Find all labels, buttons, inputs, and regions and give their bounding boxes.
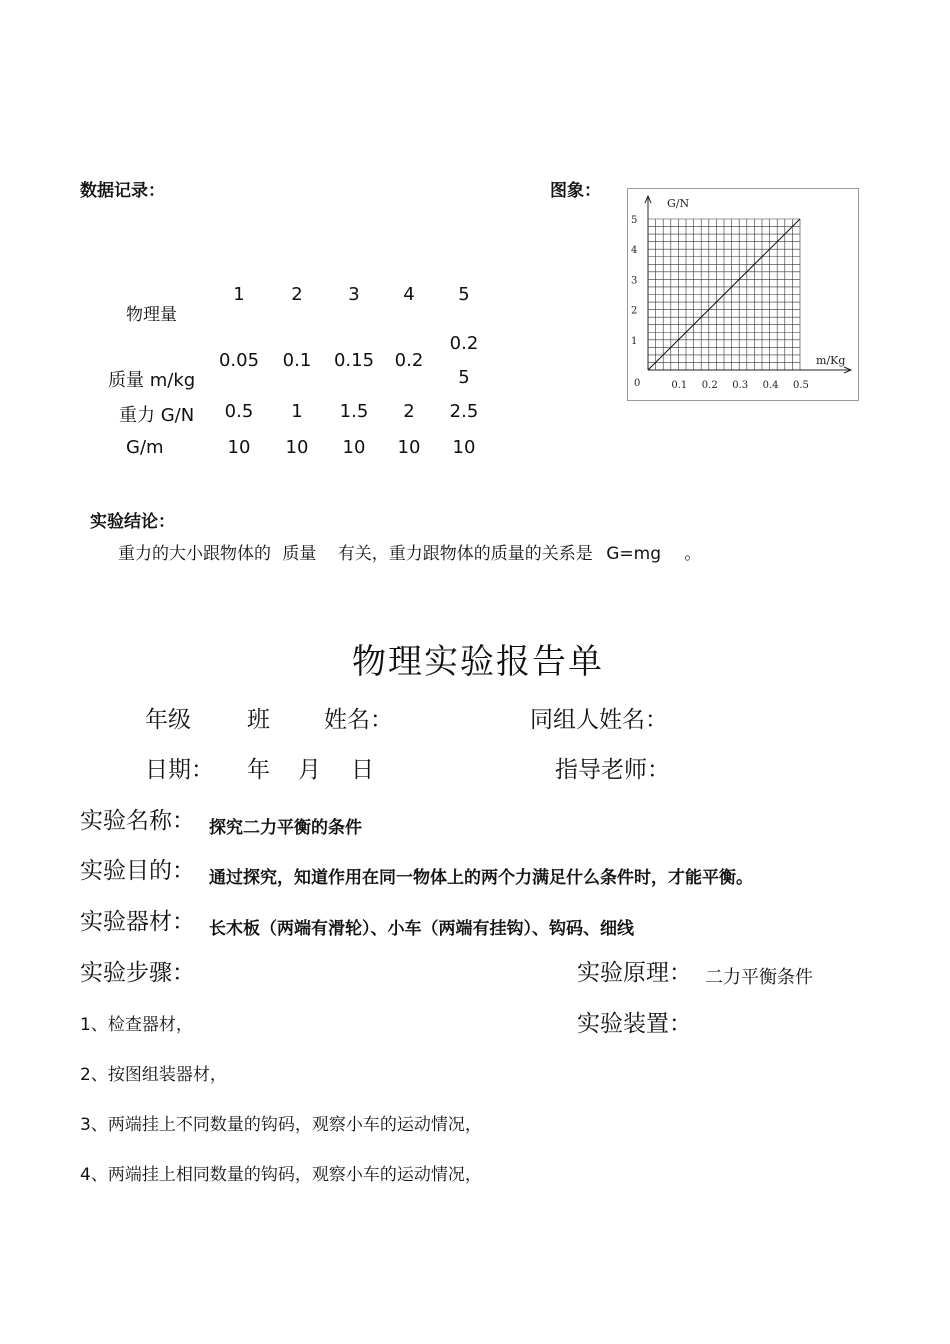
table-cell: 10: [342, 437, 366, 458]
x-tick-label: 0.2: [701, 380, 718, 391]
table-cell: 1.5: [339, 401, 369, 422]
conclusion-blank-formula: G=mg: [606, 544, 661, 564]
table-cell: 10: [227, 437, 251, 458]
table-col-header: 2: [291, 284, 303, 305]
x-tick-label: 0.1: [671, 380, 688, 391]
graph-frame: [627, 188, 859, 401]
steps-label: 实验步骤：: [80, 960, 195, 986]
principle-value: 二力平衡条件: [705, 967, 813, 988]
y-tick-label: 2: [631, 305, 638, 317]
conclusion-blank-mass: 质量: [282, 544, 317, 564]
date-label: 日期：: [145, 757, 214, 783]
table-cell: 10: [285, 437, 309, 458]
table-cell: 1: [291, 401, 303, 422]
device-label: 实验装置：: [577, 1011, 692, 1037]
experiment-name-value: 探究二力平衡的条件: [209, 818, 362, 838]
grade-label: 年级: [145, 707, 191, 733]
conclusion-text-before: 重力的大小跟物体的: [118, 544, 271, 564]
conclusion-text-end: 。: [684, 544, 702, 564]
conclusion-text-middle: 有关，重力跟物体的质量的关系是: [337, 544, 593, 564]
y-tick-label: 3: [631, 275, 638, 287]
month-label: 月: [298, 757, 321, 783]
equipment-label: 实验器材：: [80, 909, 195, 935]
conclusion-line: [118, 539, 701, 564]
row-label-ratio: G/m: [126, 437, 164, 458]
table-cell: 2.5: [449, 401, 479, 422]
table-cell: 10: [397, 437, 421, 458]
conclusion-title: 实验结论：: [90, 512, 175, 532]
table-cell: 2: [403, 401, 415, 422]
table-cell: 5: [458, 367, 470, 388]
table-cell: 0.15: [333, 350, 375, 371]
teacher-label: 指导老师：: [555, 757, 670, 783]
y-tick-label: 1: [631, 335, 638, 347]
graph-title: 图象：: [550, 181, 601, 201]
table-cell: 0.05: [218, 350, 260, 371]
table-cell: 0.5: [224, 401, 254, 422]
y-axis-label: G/N: [667, 197, 690, 210]
y-tick-label: 4: [631, 245, 638, 257]
table-col-header: 3: [348, 284, 360, 305]
table-cell: 0.2: [394, 350, 424, 371]
equipment-value: 长木板（两端有滑轮）、小车（两端有挂钩）、钩码、细线: [209, 919, 634, 939]
x-tick-label: 0.4: [762, 380, 779, 391]
table-cell: 10: [452, 437, 476, 458]
principle-label: 实验原理：: [577, 960, 692, 986]
table-cell: 0.2: [449, 333, 479, 354]
year-label: 年: [247, 757, 270, 783]
experiment-name-label: 实验名称：: [80, 808, 195, 834]
report-title: 物理实验报告单: [352, 642, 604, 682]
x-tick-label: 0.5: [793, 380, 809, 391]
step-item: 4、两端挂上相同数量的钩码，观察小车的运动情况，: [80, 1165, 482, 1185]
group-members-label: 同组人姓名：: [530, 707, 668, 733]
table-col-header: 5: [458, 284, 470, 305]
name-label: 姓名：: [324, 707, 393, 733]
origin-label: 0: [634, 378, 641, 389]
step-item: 1、检查器材，: [80, 1015, 193, 1035]
row-label-weight: 重力 G/N: [119, 405, 195, 426]
purpose-value: 通过探究，知道作用在同一物体上的两个力满足什么条件时，才能平衡。: [209, 868, 753, 888]
data-record-title: 数据记录：: [80, 181, 165, 201]
table-col-header: 1: [233, 284, 245, 305]
row-label-mass: 质量 m/kg: [108, 370, 196, 391]
g-m-chart: [628, 189, 858, 400]
day-label: 日: [351, 757, 374, 783]
x-tick-label: 0.3: [732, 380, 749, 391]
table-cell: 0.1: [282, 350, 312, 371]
table-col-header: 4: [403, 284, 415, 305]
y-tick-label: 5: [631, 215, 638, 226]
step-item: 3、两端挂上不同数量的钩码，观察小车的运动情况，: [80, 1115, 482, 1135]
x-axis-label: m/Kg: [816, 354, 846, 367]
step-item: 2、按图组装器材，: [80, 1065, 227, 1085]
purpose-label: 实验目的：: [80, 858, 195, 884]
class-label: 班: [247, 707, 270, 733]
table-header-label: 物理量: [126, 305, 177, 325]
